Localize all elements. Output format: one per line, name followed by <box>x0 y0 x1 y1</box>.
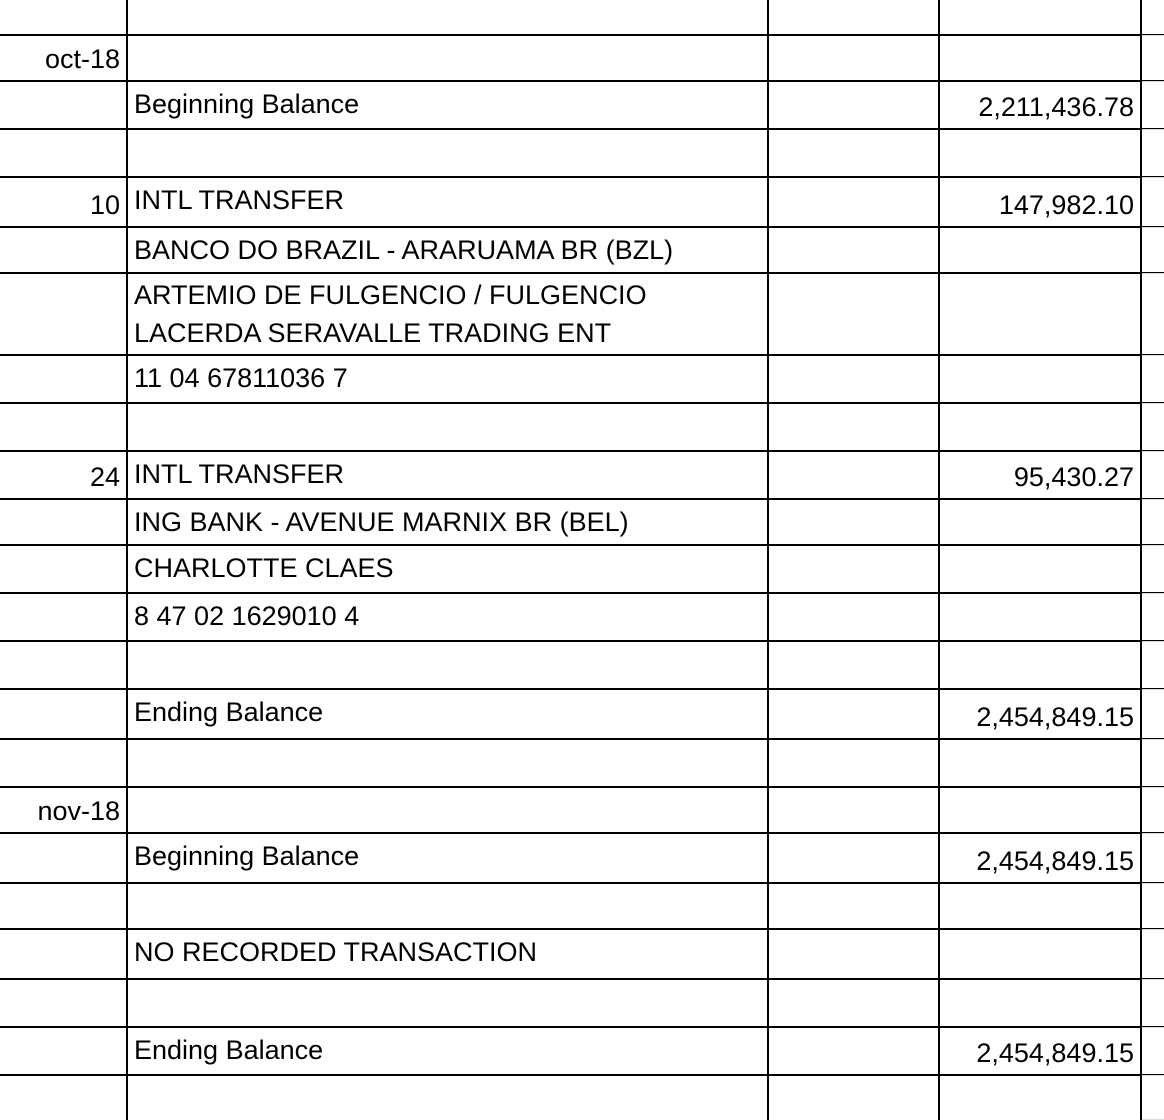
cell-description[interactable]: INTL TRANSFER <box>126 452 767 498</box>
cell-description[interactable]: BANCO DO BRAZIL - ARARUAMA BR (BZL) <box>126 228 767 272</box>
cell-description[interactable]: ING BANK - AVENUE MARNIX BR (BEL) <box>126 500 767 544</box>
cell-empty[interactable] <box>767 788 938 832</box>
cell-empty[interactable] <box>767 452 938 498</box>
cell-amount[interactable] <box>938 1076 1142 1120</box>
cell-description[interactable]: 11 04 67811036 7 <box>126 356 767 402</box>
cell-empty[interactable] <box>767 740 938 786</box>
cell-date[interactable] <box>0 1076 126 1120</box>
cell-amount[interactable]: 2,454,849.15 <box>938 834 1142 882</box>
gridline <box>1142 929 1164 930</box>
gridline <box>1142 1027 1164 1028</box>
sheet-row <box>0 690 1164 740</box>
cell-description[interactable] <box>126 740 767 786</box>
cell-amount[interactable] <box>938 788 1142 832</box>
cell-amount[interactable] <box>938 500 1142 544</box>
cell-description[interactable]: Ending Balance <box>126 690 767 738</box>
sheet-row <box>0 884 1164 930</box>
cell-empty[interactable] <box>767 1076 938 1120</box>
sheet-row <box>0 740 1164 788</box>
cell-amount[interactable]: 147,982.10 <box>938 178 1142 226</box>
gridline <box>1142 545 1164 546</box>
cell-description[interactable]: Beginning Balance <box>126 834 767 882</box>
cell-empty[interactable] <box>767 356 938 402</box>
cell-date[interactable] <box>0 228 126 272</box>
cell-date[interactable] <box>0 690 126 738</box>
gridline <box>1142 355 1164 356</box>
cell-date[interactable]: 24 <box>89 462 120 492</box>
cell-amount[interactable] <box>938 274 1142 354</box>
cell-empty[interactable] <box>767 228 938 272</box>
gridline <box>1142 979 1164 980</box>
cell-empty[interactable] <box>767 500 938 544</box>
cell-empty[interactable] <box>767 0 938 34</box>
cell-description[interactable] <box>126 0 767 34</box>
cell-date[interactable] <box>0 642 126 688</box>
cell-date[interactable]: 10 <box>89 190 120 220</box>
cell-empty[interactable] <box>767 884 938 928</box>
cell-empty[interactable] <box>767 82 938 128</box>
cell-date[interactable] <box>0 500 126 544</box>
cell-amount[interactable]: 95,430.27 <box>938 452 1142 498</box>
cell-amount[interactable]: 2,454,849.15 <box>938 1028 1142 1074</box>
cell-description[interactable]: CHARLOTTE CLAES <box>126 546 767 592</box>
cell-date[interactable]: nov-18 <box>37 796 120 826</box>
gridline <box>1142 883 1164 884</box>
cell-description[interactable]: Ending Balance <box>126 1028 767 1074</box>
cell-description[interactable] <box>126 788 767 832</box>
cell-date[interactable] <box>0 930 126 978</box>
gridline <box>1142 787 1164 788</box>
cell-amount[interactable] <box>938 546 1142 592</box>
cell-amount[interactable] <box>938 228 1142 272</box>
cell-date[interactable] <box>0 980 126 1026</box>
cell-amount[interactable] <box>938 930 1142 978</box>
sheet-row <box>0 834 1164 884</box>
cell-date[interactable] <box>0 404 126 450</box>
cell-amount[interactable] <box>938 356 1142 402</box>
gridline <box>1142 833 1164 834</box>
cell-empty[interactable] <box>767 178 938 226</box>
cell-empty[interactable] <box>767 274 938 354</box>
gridline <box>1142 129 1164 130</box>
sheet-row <box>0 0 1164 36</box>
sheet-row <box>0 930 1164 980</box>
cell-empty[interactable] <box>767 404 938 450</box>
cell-amount[interactable] <box>938 884 1142 928</box>
cell-description[interactable]: INTL TRANSFER <box>126 178 767 226</box>
cell-description[interactable] <box>126 642 767 688</box>
cell-date[interactable] <box>0 0 126 34</box>
gridline <box>1142 403 1164 404</box>
sheet-row <box>0 452 1164 500</box>
gridline <box>1142 593 1164 594</box>
gridline <box>1142 227 1164 228</box>
cell-amount[interactable]: 2,211,436.78 <box>938 82 1142 128</box>
cell-description[interactable] <box>126 884 767 928</box>
sheet-row <box>0 1076 1164 1120</box>
sheet-row <box>0 594 1164 642</box>
cell-amount[interactable] <box>938 740 1142 786</box>
cell-description[interactable]: ARTEMIO DE FULGENCIO / FULGENCIO LACERDA SERAVALLE TRADING ENT <box>126 274 767 354</box>
cell-date[interactable] <box>0 130 126 176</box>
cell-empty[interactable] <box>767 642 938 688</box>
cell-amount[interactable] <box>938 36 1142 80</box>
sheet-row <box>0 356 1164 404</box>
sheet-row <box>0 642 1164 690</box>
cell-date[interactable]: oct-18 <box>44 44 120 74</box>
sheet-row <box>0 130 1164 178</box>
gridline <box>1142 81 1164 82</box>
cell-empty[interactable] <box>767 690 938 738</box>
cell-description[interactable] <box>126 1076 767 1120</box>
gridline <box>1142 35 1164 36</box>
cell-date[interactable] <box>0 356 126 402</box>
sheet-row <box>0 36 1164 82</box>
sheet-row <box>0 274 1164 356</box>
cell-amount[interactable] <box>938 594 1142 640</box>
cell-date[interactable] <box>0 884 126 928</box>
sheet-row <box>0 500 1164 546</box>
cell-description[interactable] <box>126 404 767 450</box>
sheet-row <box>0 404 1164 452</box>
sheet-row <box>0 82 1164 130</box>
cell-date[interactable] <box>0 82 126 128</box>
cell-empty[interactable] <box>767 1028 938 1074</box>
cell-description[interactable]: Beginning Balance <box>126 82 767 128</box>
cell-description[interactable] <box>126 36 767 80</box>
cell-amount[interactable] <box>938 130 1142 176</box>
cell-empty[interactable] <box>767 546 938 592</box>
cell-amount[interactable] <box>938 642 1142 688</box>
cell-empty[interactable] <box>767 980 938 1026</box>
cell-date[interactable] <box>0 274 126 354</box>
sheet-row <box>0 788 1164 834</box>
gridline <box>1142 739 1164 740</box>
gridline <box>1142 451 1164 452</box>
sheet-row <box>0 1028 1164 1076</box>
sheet-row <box>0 178 1164 228</box>
cell-description[interactable] <box>126 130 767 176</box>
sheet-row <box>0 228 1164 274</box>
gridline <box>1142 689 1164 690</box>
sheet-row <box>0 980 1164 1028</box>
cell-date[interactable] <box>0 546 126 592</box>
cell-date[interactable] <box>0 594 126 640</box>
gridline <box>1142 1075 1164 1076</box>
gridline <box>1142 641 1164 642</box>
cell-amount[interactable]: 2,454,849.15 <box>938 690 1142 738</box>
cell-empty[interactable] <box>767 36 938 80</box>
gridline <box>1142 499 1164 500</box>
cell-empty[interactable] <box>767 594 938 640</box>
cell-empty[interactable] <box>767 930 938 978</box>
cell-date[interactable] <box>0 740 126 786</box>
cell-amount[interactable] <box>938 404 1142 450</box>
cell-description[interactable] <box>126 980 767 1026</box>
cell-date[interactable] <box>0 834 126 882</box>
gridline <box>1142 273 1164 274</box>
cell-description[interactable]: NO RECORDED TRANSACTION <box>126 930 767 978</box>
cell-amount[interactable] <box>938 980 1142 1026</box>
sheet-row <box>0 546 1164 594</box>
cell-date[interactable] <box>0 1028 126 1074</box>
cell-amount[interactable] <box>938 0 1142 34</box>
cell-empty[interactable] <box>767 834 938 882</box>
gridline <box>1142 177 1164 178</box>
cell-description[interactable]: 8 47 02 1629010 4 <box>126 594 767 640</box>
cell-empty[interactable] <box>767 130 938 176</box>
